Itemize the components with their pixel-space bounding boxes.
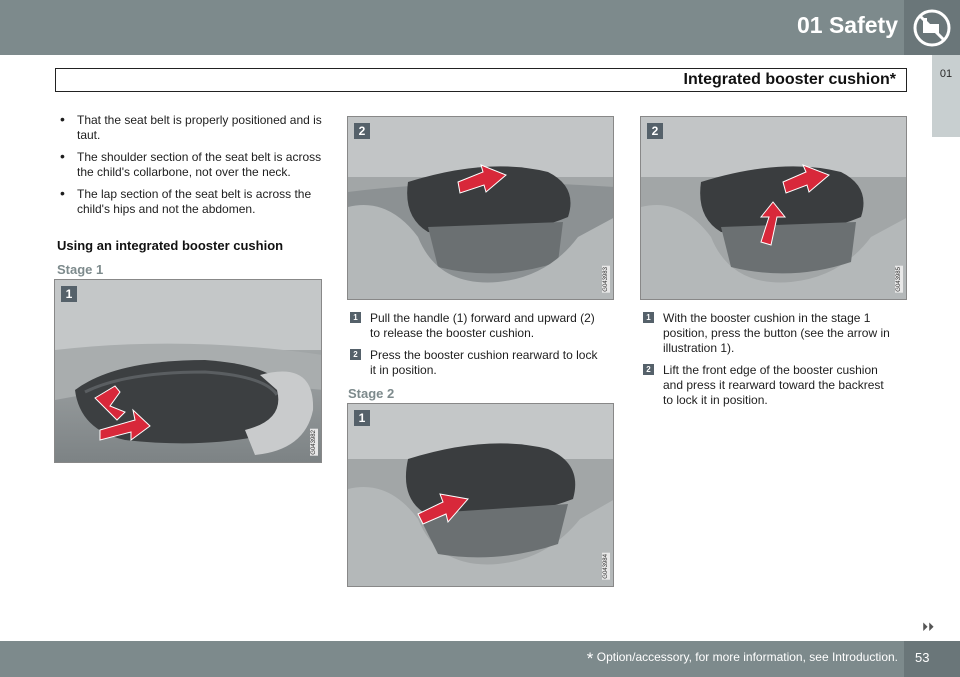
bullet-text: The shoulder section of the seat belt is across the child's collarbone, not over the neck. — [77, 150, 322, 179]
no-child-seat-icon — [912, 8, 952, 48]
subheading: Using an integrated booster cushion — [57, 238, 284, 253]
next-page-arrows[interactable]: ⏵⏵ — [922, 620, 935, 634]
list-item — [641, 363, 896, 408]
step-text: Lift the front edge of the booster cushion and press it rearward toward the backrest to lock it in position. — [663, 363, 884, 407]
bullet-list — [60, 113, 325, 224]
chapter-tab-label: 01 — [939, 68, 953, 80]
step-number: 1 — [350, 312, 361, 323]
step-number: 2 — [643, 364, 654, 375]
stage-1-step-2-illustration — [347, 116, 614, 300]
stage-1-label: Stage 1 — [57, 262, 104, 277]
seat-illustration — [348, 404, 614, 587]
step-badge: 1 — [354, 410, 370, 426]
page-number-box — [904, 641, 960, 677]
chapter-title: 01 Safety — [796, 12, 898, 38]
footnote-text: Option/accessory, for more information, see Introduction. — [596, 650, 898, 664]
page-number: 53 — [915, 650, 930, 665]
step-text: Pull the handle (1) forward and upward (2) to release the booster cushion. — [370, 311, 595, 340]
bullet-text: The lap section of the seat belt is across the child's hips and not the abdomen. — [77, 187, 312, 216]
section-title-box — [55, 68, 907, 92]
step-number: 2 — [350, 349, 361, 360]
stage-2-step-2-illustration — [640, 116, 907, 300]
bullet-icon: • — [60, 185, 65, 201]
step-text: Press the booster cushion rearward to lock it in position. — [370, 348, 598, 377]
list-item — [60, 150, 325, 180]
section-title: Integrated booster cushion* — [683, 71, 896, 88]
photo-code: G043985 — [896, 267, 902, 292]
stage-1-illustration — [54, 279, 322, 463]
bullet-text: That the seat belt is properly positioned and is taut. — [77, 113, 322, 142]
footnote-star: * — [586, 649, 594, 668]
list-item — [348, 348, 603, 378]
list-item — [60, 113, 325, 143]
step-badge: 2 — [647, 123, 663, 139]
step-list — [641, 311, 896, 415]
step-number: 1 — [643, 312, 654, 323]
step-badge: 1 — [61, 286, 77, 302]
photo-code: G043982 — [311, 430, 317, 455]
seat-illustration — [55, 280, 322, 463]
stage-2-illustration — [347, 403, 614, 587]
list-item — [60, 187, 325, 217]
seat-illustration — [641, 117, 907, 300]
step-list — [348, 311, 603, 385]
stage-2-label: Stage 2 — [348, 386, 395, 401]
list-item — [348, 311, 603, 341]
bullet-icon: • — [60, 148, 65, 164]
footer-note — [587, 649, 898, 669]
step-text: With the booster cushion in the stage 1 position, press the button (see the arrow in illustration 1). — [663, 311, 890, 355]
chapter-icon-box — [904, 0, 960, 55]
list-item — [641, 311, 896, 356]
bullet-icon: • — [60, 111, 65, 127]
photo-code: G043983 — [603, 267, 609, 292]
photo-code: G043984 — [603, 554, 609, 579]
step-badge: 2 — [354, 123, 370, 139]
seat-illustration — [348, 117, 614, 300]
